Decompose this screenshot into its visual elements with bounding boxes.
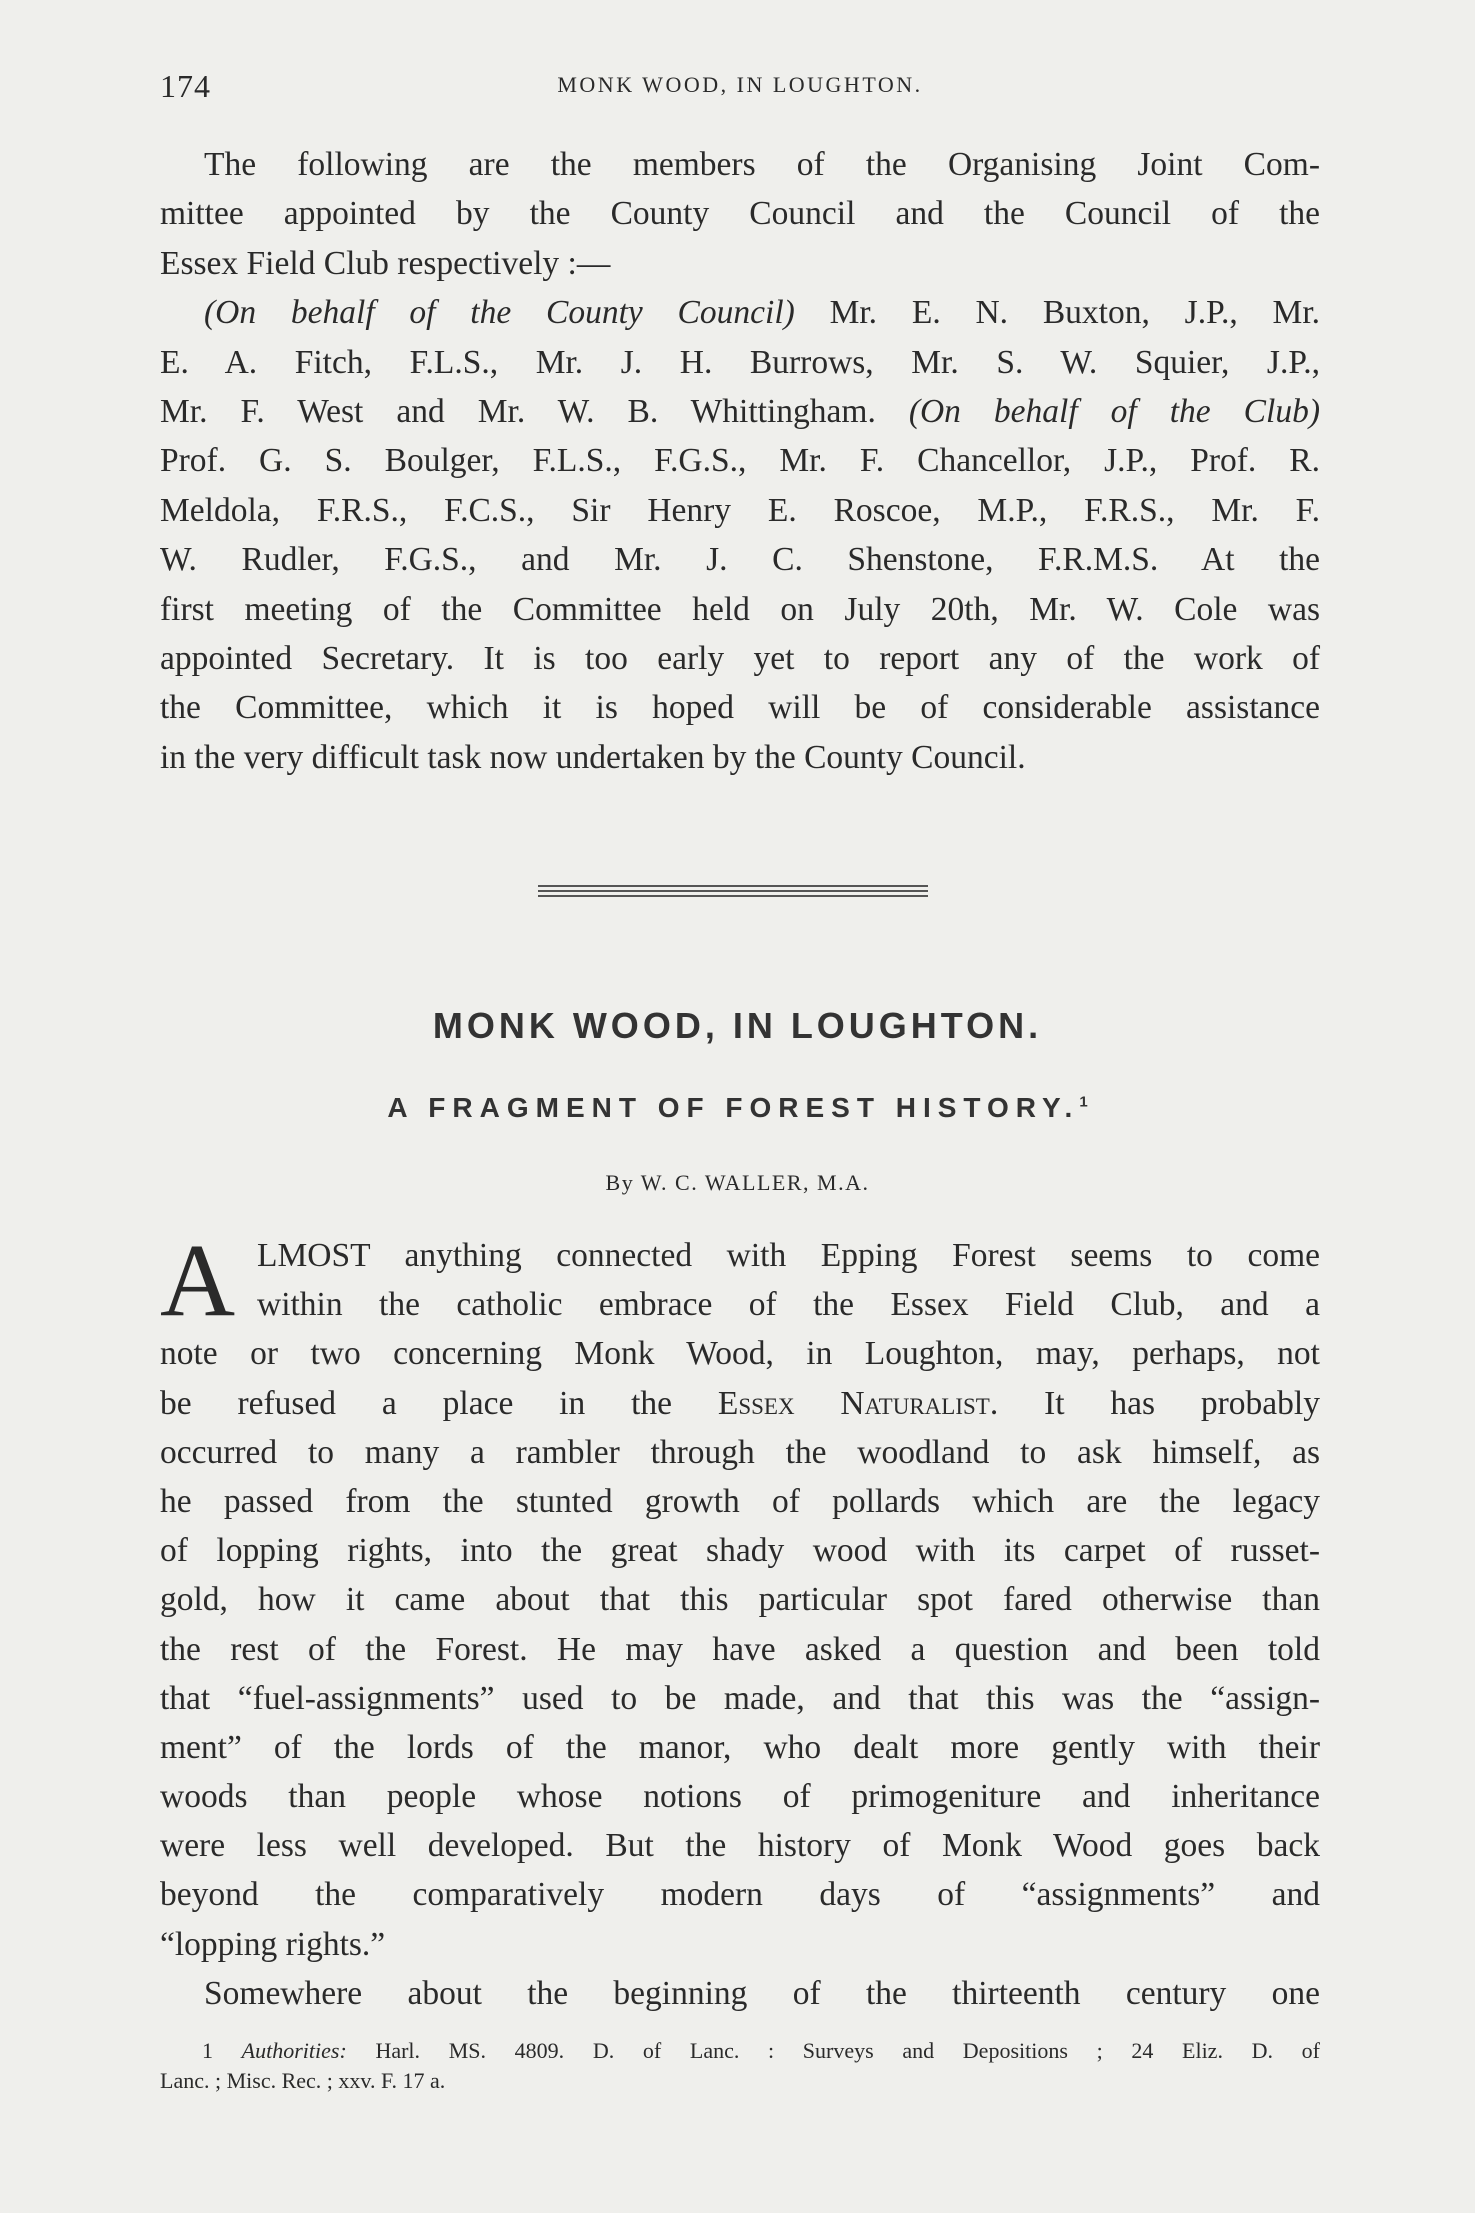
text-line: in the very difficult task now undertaken by the County Council. <box>160 738 1026 776</box>
running-head <box>160 68 1320 108</box>
text-span: It has probably <box>998 1384 1320 1422</box>
text-span: Mr. F. West and Mr. W. B. Whittingham. <box>160 392 909 430</box>
text-span: Harl. MS. 4809. D. of Lanc. : Surveys and Depositions ; 24 Eliz. D. of <box>346 2038 1321 2063</box>
text-line: were less well developed. But the history of Monk Wood goes back <box>160 1827 1320 1865</box>
text-line: Somewhere about the beginning of the thirteenth century one <box>204 1974 1320 2012</box>
section-divider <box>538 885 928 895</box>
text-line: gold, how it came about that this particular spot fared otherwise than <box>160 1581 1320 1619</box>
italic-label: (On behalf of the Club) <box>908 392 1320 430</box>
text-line: occurred to many a rambler through the woodland to ask himself, as <box>160 1433 1320 1471</box>
article-body <box>160 1223 1320 2018</box>
text-line: Essex Field Club respectively :— <box>160 244 611 282</box>
text-line: woods than people whose notions of primogeniture and inheritance <box>160 1778 1320 1816</box>
text-line: Meldola, F.R.S., F.C.S., Sir Henry E. Roscoe, M.P., F.R.S., Mr. F. <box>160 491 1320 529</box>
text-line: note or two concerning Monk Wood, in Loughton, may, perhaps, not <box>160 1335 1320 1373</box>
footnote-line <box>160 2036 1320 2066</box>
committee-paragraph <box>160 140 1320 782</box>
text-line <box>160 387 1320 436</box>
journal-name: Essex Naturalist. <box>717 1384 999 1422</box>
text-line: appointed Secretary. It is too early yet to report any of the work of <box>160 639 1320 677</box>
text-line: within the catholic embrace of the Essex Field Club, and a <box>257 1286 1320 1324</box>
text-line: the Committee, which it is hoped will be of considerable assistance <box>160 689 1320 727</box>
text-line: W. Rudler, F.G.S., and Mr. J. C. Shenstone, F.R.M.S. At the <box>160 541 1320 579</box>
text-line: first meeting of the Committee held on July 20th, Mr. W. Cole was <box>160 590 1320 628</box>
text-line: of lopping rights, into the great shady wood with its carpet of russet- <box>160 1532 1320 1570</box>
text-line: “lopping rights.” <box>160 1925 386 1963</box>
text-line: mittee appointed by the County Council and the Council of the <box>160 195 1320 233</box>
drop-cap: A <box>160 1223 236 1338</box>
text-line: beyond the comparatively modern days of “assignments” and <box>160 1876 1320 1914</box>
text-line: The following are the members of the Organising Joint Com- <box>204 146 1320 183</box>
text-line: E. A. Fitch, F.L.S., Mr. J. H. Burrows, Mr. S. W. Squier, J.P., <box>160 343 1320 381</box>
text-line: that “fuel-assignments” used to be made, and that this was the “assign- <box>160 1679 1320 1717</box>
footnote <box>160 2036 1320 2096</box>
text-span: be refused a place in the <box>160 1384 718 1422</box>
text-line: Prof. G. S. Boulger, F.L.S., F.G.S., Mr. F. Chancellor, J.P., Prof. R. <box>160 442 1320 480</box>
text-line: LMOST anything connected with Epping Forest seems to come <box>257 1237 1320 1274</box>
running-title: MONK WOOD, IN LOUGHTON. <box>557 72 923 97</box>
text-span: Mr. E. N. Buxton, J.P., Mr. <box>794 294 1321 332</box>
text-line: ment” of the lords of the manor, who dealt more gently with their <box>160 1728 1320 1766</box>
text-line <box>160 1379 1320 1428</box>
subtitle-text: A FRAGMENT OF FOREST HISTORY. <box>387 1092 1080 1123</box>
byline: By W. C. WALLER, M.A. <box>605 1170 870 1195</box>
footnote-marker: 1 <box>1079 1093 1088 1111</box>
footnote-line: Lanc. ; Misc. Rec. ; xxv. F. 17 a. <box>160 2068 446 2093</box>
page-number: 174 <box>160 68 211 104</box>
article-subtitle <box>0 1092 1475 1124</box>
footnote-number: 1 <box>202 2038 213 2063</box>
text-line: he passed from the stunted growth of pollards which are the legacy <box>160 1482 1320 1520</box>
footnote-label: Authorities: <box>241 2038 347 2063</box>
text-line: the rest of the Forest. He may have asked a question and been told <box>160 1630 1320 1668</box>
italic-label: (On behalf of the County Council) <box>204 294 795 332</box>
text-line <box>160 288 1320 337</box>
article-title: MONK WOOD, IN LOUGHTON. <box>432 1005 1043 1046</box>
